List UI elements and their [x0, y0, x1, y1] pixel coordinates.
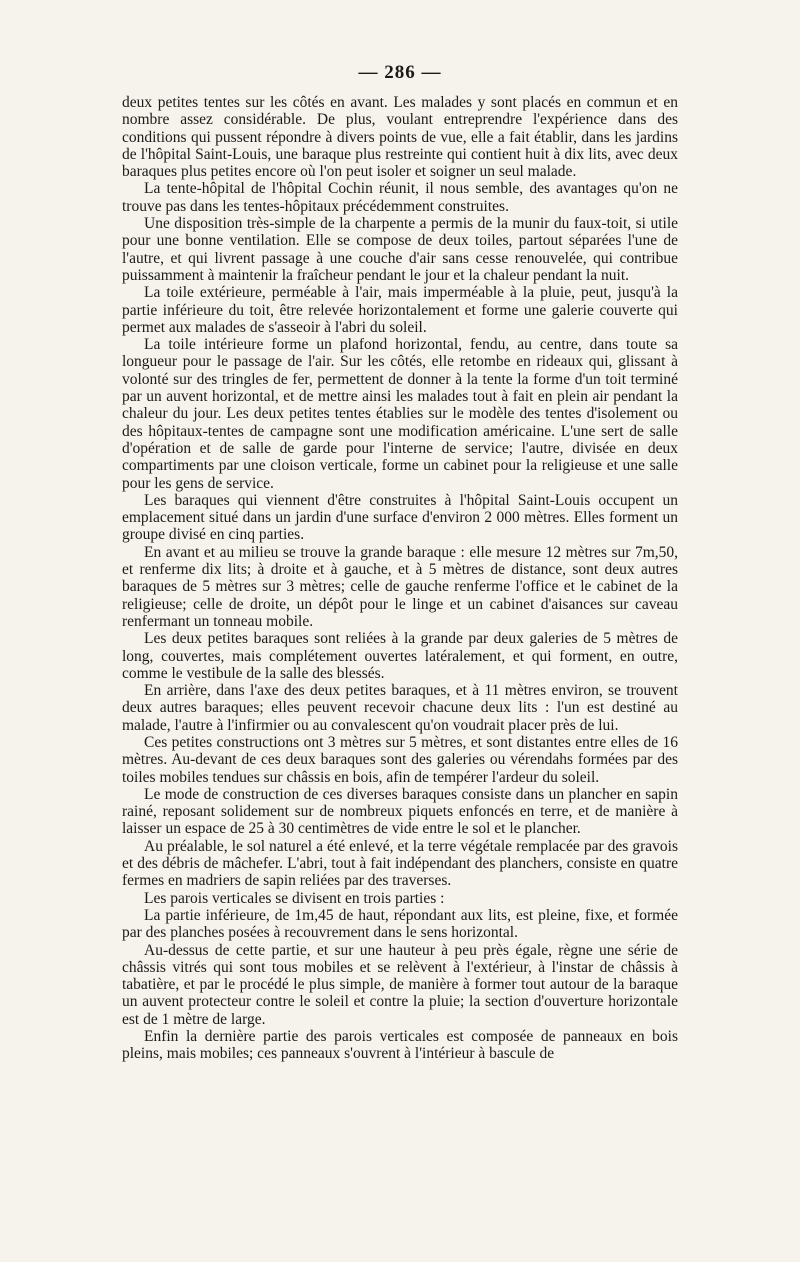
- paragraph: deux petites tentes sur les côtés en avant. Les malades y sont placés en commun et en nombre assez considérable. De plus, voulant entreprendre l'expérience dans des conditions qui pussent répondre à divers points de vue, elle a fait établir, dans les jardins de l'hôpital Saint-Louis, une baraque plus restreinte qui contient huit à dix lits, avec deux baraques plus petites encore où l'on peut isoler et soigner un seul malade.: [122, 94, 678, 181]
- paragraph: En avant et au milieu se trouve la grande baraque : elle mesure 12 mètres sur 7m,50, et renferme dix lits; à droite et à gauche, et à 5 mètres de distance, sont deux autres baraques de 5 mètres sur 3 mètres; celle de gauche renferme l'office et le cabinet de la religieuse; celle de droite, un dépôt pour le linge et un cabinet d'aisances sur caveau renfermant un tonneau mobile.: [122, 543, 678, 630]
- paragraph: La toile intérieure forme un plafond horizontal, fendu, au centre, dans toute sa longueur pour le passage de l'air. Sur les côtés, elle retombe en rideaux qui, glissant à volonté sur des tringles de fer, permettent de donner à la tente la forme d'un toit terminé par un auvent horizontal, et de mettre ainsi les malades tout à fait en plein air pendant la chaleur du jour. Les deux petites tentes établies sur le modèle des tentes d'isolement ou des hôpitaux-tentes de campagne sont une modification américaine. L'une sert de salle d'opération et de salle de garde pour l'interne de service; l'autre, divisée en deux compartiments par une cloison verticale, forme un cabinet pour la religieuse et une salle pour les gens de service.: [122, 336, 678, 492]
- paragraph: Les baraques qui viennent d'être construites à l'hôpital Saint-Louis occupent un emplacement situé dans un jardin d'une surface d'environ 2 000 mètres. Elles forment un groupe divisé en cinq parties.: [122, 491, 678, 544]
- paragraph: Une disposition très-simple de la charpente a permis de la munir du faux-toit, si utile pour une bonne ventilation. Elle se compose de deux toiles, partout séparées l'une de l'autre, et qui livrent passage à une couche d'air sans cesse renouvelée, qui contribue puissamment à maintenir la fraîcheur pendant le jour et la chaleur pendant la nuit.: [122, 215, 678, 284]
- paragraph: Les parois verticales se divisent en trois parties :: [144, 889, 445, 907]
- paragraph: La partie inférieure, de 1m,45 de haut, répondant aux lits, est pleine, fixe, et formée par des planches posées à recouvrement dans le sens horizontal.: [122, 906, 678, 942]
- paragraph: Ces petites constructions ont 3 mètres sur 5 mètres, et sont distantes entre elles de 16 mètres. Au-devant de ces deux baraques sont des galeries ou vérendahs formées par des toiles mobiles tendues sur châssis en bois, afin de tempérer l'ardeur du soleil.: [122, 733, 678, 786]
- paragraph: La tente-hôpital de l'hôpital Cochin réunit, il nous semble, des avantages qu'on ne trouve pas dans les tentes-hôpitaux précédemment construites.: [122, 180, 678, 215]
- paragraph: Enfin la dernière partie des parois verticales est composée de panneaux en bois pleins, mais mobiles; ces panneaux s'ouvrent à l'intérieur à bascule de: [122, 1028, 678, 1063]
- page-number: — 286 —: [358, 62, 442, 83]
- paragraph: La toile extérieure, perméable à l'air, mais imperméable à la pluie, peut, jusqu'à la partie inférieure du toit, être relevée horizontalement et forme une galerie couverte qui permet aux malades de s'asseoir à l'abri du soleil.: [122, 284, 678, 336]
- paragraph: Au-dessus de cette partie, et sur une hauteur à peu près égale, règne une série de châssis vitrés qui sont tous mobiles et se relèvent à l'extérieur, à l'instar de châssis à tabatière, et par le procédé le plus simple, de manière à former tout autour de la baraque un auvent protecteur contre le soleil et contre la pluie; la section d'ouverture horizontale est de 1 mètre de large.: [122, 941, 678, 1028]
- paragraph: Au préalable, le sol naturel a été enlevé, et la terre végétale remplacée par des gravois et des débris de mâchefer. L'abri, tout à fait indépendant des planchers, consiste en quatre fermes en madriers de sapin reliées par des traverses.: [122, 837, 678, 890]
- paragraph: Le mode de construction de ces diverses baraques consiste dans un plancher en sapin rainé, reposant solidement sur de nombreux piquets enfoncés en terre, et de manière à laisser un espace de 25 à 30 centimètres de vide entre le sol et le plancher.: [122, 785, 678, 838]
- paragraph: Les deux petites baraques sont reliées à la grande par deux galeries de 5 mètres de long, couvertes, mais complétement ouvertes latéralement, et qui forment, en outre, comme le vestibule de la salle des blessés.: [122, 630, 678, 682]
- body-text: [122, 94, 678, 1063]
- paragraph: En arrière, dans l'axe des deux petites baraques, et à 11 mètres environ, se trouvent deux autres baraques; elles peuvent recevoir chacune deux lits : l'un est destiné au malade, l'autre à l'infirmier ou au convalescent qu'on voudrait placer près de lui.: [122, 682, 678, 734]
